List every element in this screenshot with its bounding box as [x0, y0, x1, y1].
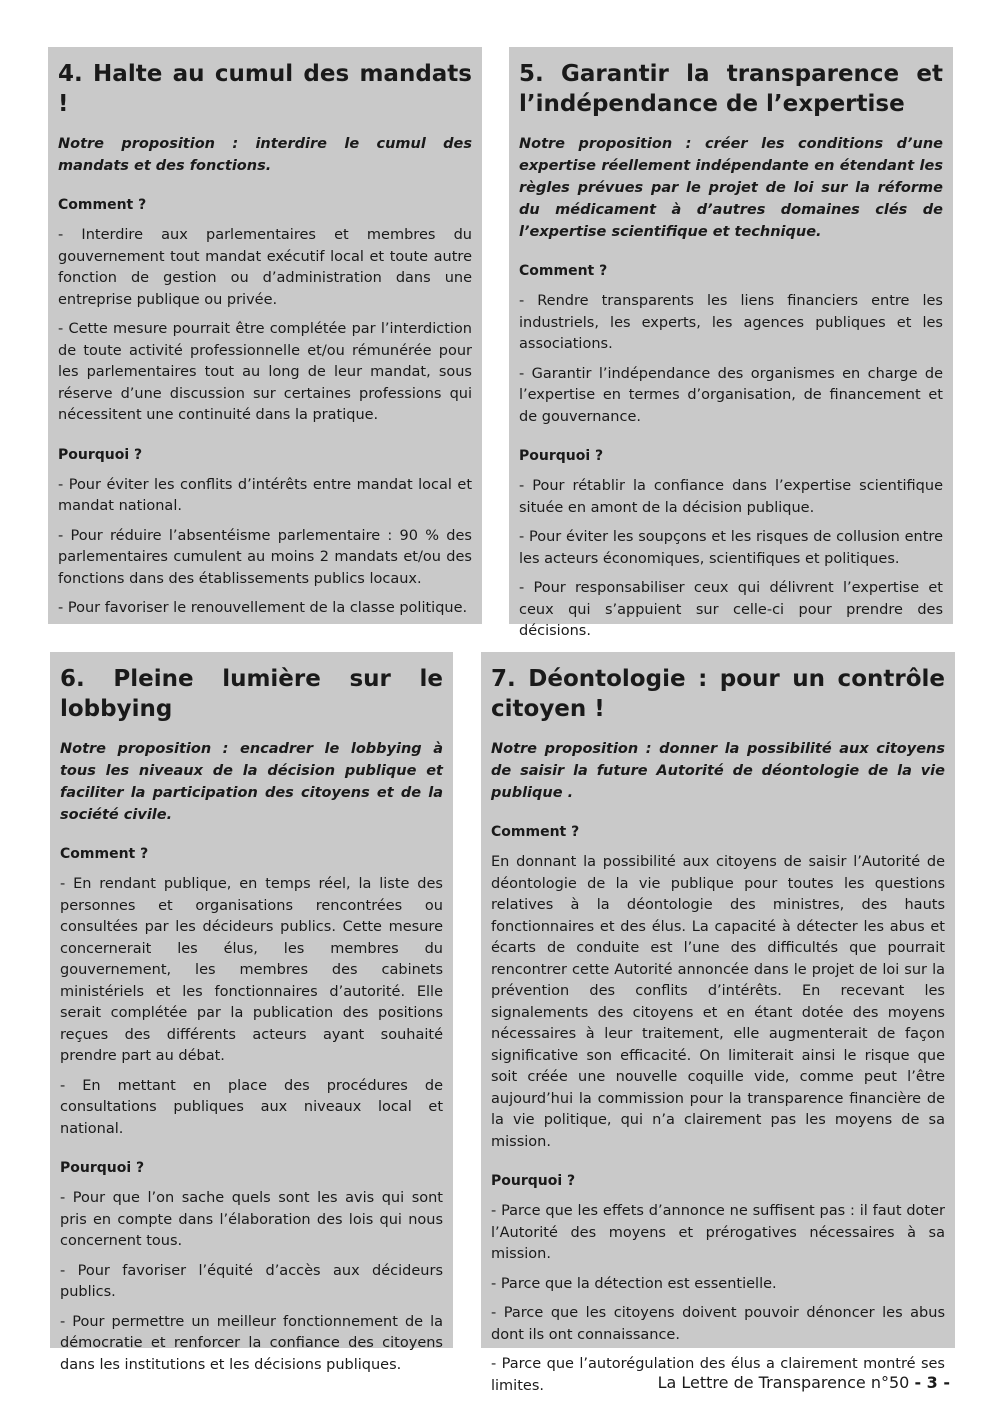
section-5-comment-paragraph: - Garantir l’indépendance des organismes en charge de l’expertise en termes d’organisation, de financement et de gouvernance.	[519, 365, 943, 425]
section-4-title: 4. Halte au cumul des mandats !	[58, 61, 472, 117]
section-6-title	[60, 664, 443, 724]
section-4-comment-paragraph: - Interdire aux parlementaires et membres du gouvernement tout mandat exécutif local et toute autre fonction de gestion ou d’administration dans une entreprise publique ou privée.	[58, 227, 472, 308]
section-6-box	[50, 652, 453, 1373]
footer-page-number: - 3 -	[914, 1373, 950, 1392]
section-4-comment-paragraph: - Cette mesure pourrait être complétée par l’interdiction de toute activité professionnelle et/ou rémunérée pour les parlementaires tout au long de leur mandat, sous réserve d’une discussion sur certaines professions qui nécessitent une continuité dans la pratique.	[58, 321, 472, 423]
section-4-pourquoi-heading: Pourquoi ?	[58, 446, 143, 463]
section-6-title-line: 6. Pleine lumière sur le	[60, 666, 443, 692]
section-6-comment-paragraph: - En rendant publique, en temps réel, la liste des personnes et organisations rencontrées ou consultées par les décideurs publics. Cette mesure concernerait les élus, les membres du gouvernement, les membres des cabinets ministériels et les fonctionnaires d’autorité. Elle serait complétée par la publication des positions reçues des différents acteurs ayant souhaité prendre part au débat.	[60, 876, 443, 1064]
section-4-proposition: Notre proposition : interdire le cumul des mandats et des fonctions.	[58, 136, 472, 174]
section-7-pourquoi-paragraph: - Parce que la détection est essentielle.	[491, 1275, 777, 1292]
section-7-comment-heading: Comment ?	[491, 824, 580, 840]
section-5-proposition: Notre proposition : créer les conditions d’une expertise réellement indépendante en étendant les règles prévues par le projet de loi sur la réforme du médicament à d’autres domaines clés de l’expertise scientifique et technique.	[519, 136, 943, 240]
section-6-pourquoi-heading: Pourquoi ?	[60, 1160, 145, 1176]
section-4-pourquoi-paragraph: - Pour éviter les conflits d’intérêts entre mandat local et mandat national.	[58, 476, 472, 514]
section-7-pourquoi-paragraph: - Parce que l’autorégulation des élus a clairement montré ses limites.	[491, 1356, 945, 1394]
section-5-comment-heading: Comment ?	[519, 263, 608, 279]
section-6-pourquoi-paragraph: - Pour permettre un meilleur fonctionnement de la démocratie et renforcer la confiance des citoyens dans les institutions et les décisions publiques.	[60, 1313, 443, 1373]
section-6-proposition: Notre proposition : encadrer le lobbying à tous les niveaux de la décision publique et faciliter la participation des citoyens et de la société civile.	[60, 741, 443, 823]
section-4-box	[48, 47, 482, 624]
section-4-comment-heading: Comment ?	[58, 197, 147, 213]
section-5-comment-paragraph: - Rendre transparents les liens financiers entre les industriels, les experts, les agences publiques et les associations.	[519, 293, 943, 352]
section-5-pourquoi-paragraph: - Pour rétablir la confiance dans l’expertise scientifique située en amont de la décision publique.	[519, 478, 943, 516]
section-5-pourquoi-heading: Pourquoi ?	[519, 448, 604, 464]
section-6-comment-heading: Comment ?	[60, 846, 149, 862]
section-4-pourquoi-paragraph: - Pour favoriser le renouvellement de la classe politique.	[58, 600, 468, 616]
section-7-proposition: Notre proposition : donner la possibilité aux citoyens de saisir la future Autorité de déontologie de la vie publique .	[491, 741, 945, 801]
section-5-pourquoi-paragraph: - Pour responsabiliser ceux qui délivrent l’expertise et ceux qui s’appuient sur celle-ci pour prendre des décisions.	[519, 580, 943, 639]
section-5-box	[509, 47, 953, 639]
section-7-title: 7. Déontologie : pour un contrôle citoyen !	[491, 666, 945, 722]
section-5-title: 5. Garantir la transparence et l’indépendance de l’expertise	[519, 61, 943, 117]
section-7-pourquoi-heading: Pourquoi ?	[491, 1173, 576, 1189]
section-5-pourquoi-paragraph: - Pour éviter les soupçons et les risques de collusion entre les acteurs économiques, scientifiques et politiques.	[519, 529, 943, 567]
section-6-pourquoi-paragraph: - Pour que l’on sache quels sont les avis qui sont pris en compte dans l’élaboration des lois qui nous concernent tous.	[60, 1190, 443, 1249]
section-7-pourquoi-paragraph: - Parce que les effets d’annonce ne suffisent pas : il faut doter l’Autorité des moyens et prérogatives nécessaires à sa mission.	[491, 1203, 945, 1262]
section-7-pourquoi-paragraph: - Parce que les citoyens doivent pouvoir dénoncer les abus dont ils ont connaissance.	[491, 1305, 945, 1343]
footer-publication-title: La Lettre de Transparence n°50	[657, 1373, 910, 1392]
section-6-comment-paragraph: - En mettant en place des procédures de consultations publiques aux niveaux local et national.	[60, 1077, 443, 1137]
section-6-pourquoi-paragraph: - Pour favoriser l’équité d’accès aux décideurs publics.	[60, 1262, 443, 1300]
page-footer	[560, 1372, 950, 1394]
section-7-comment-paragraph: En donnant la possibilité aux citoyens de saisir l’Autorité de déontologie de la vie publique pour toutes les questions relatives à la déontologie des ministres, des hauts fonctionnaires et des élus. La capacité à détecter les abus et écarts de conduite est l’une des difficultés que pourrait rencontrer cette Autorité annoncée dans le projet de loi sur la prévention des conflits d’intérêts. En recevant les signalements des citoyens et en étant dotée des moyens nécessaires à leur traitement, elle augmenterait de façon significative son efficacité. On limiterait ainsi le risque que soit créée une nouvelle coquille vide, comme peut l’être aujourd’hui la commission pour la transparence financière de la vie politique, qui n’a clairement pas les moyens de sa mission.	[491, 854, 945, 1150]
section-4-pourquoi-paragraph: - Pour réduire l’absentéisme parlementaire : 90 % des parlementaires cumulent au moins 2 mandats et/ou des fonctions dans des établissements publics locaux.	[58, 527, 472, 587]
section-6-title-line: lobbying	[60, 696, 173, 722]
